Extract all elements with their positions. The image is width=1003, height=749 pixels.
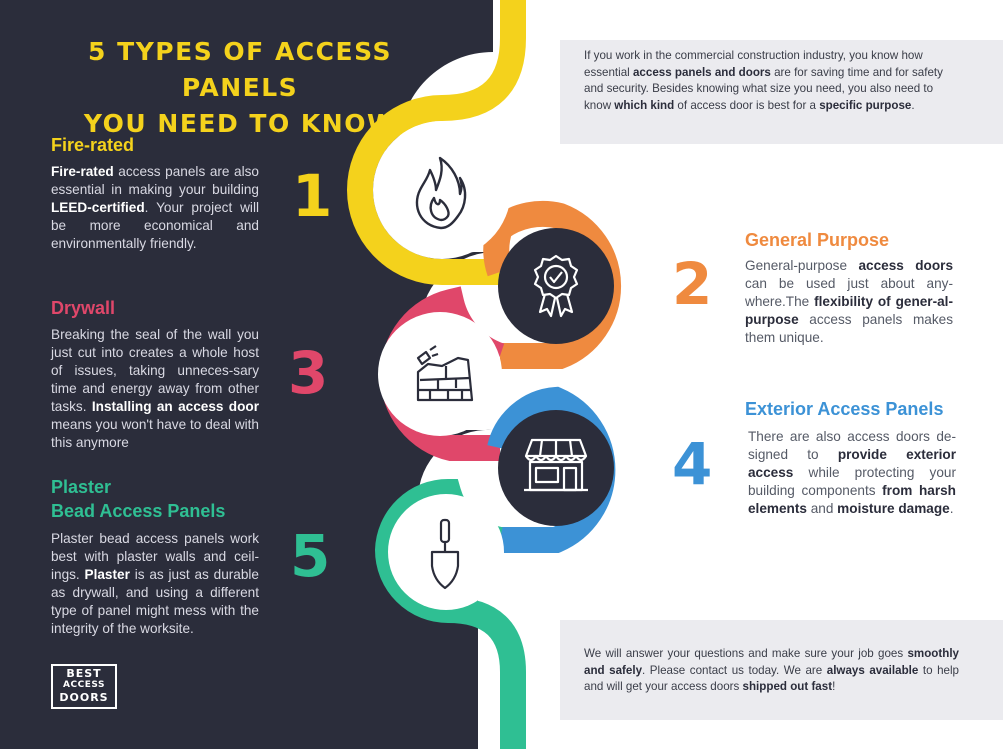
body-fire-rated	[51, 163, 259, 253]
drywall-bold-1: Installing an access door	[91, 399, 260, 414]
logo-line-1: BEST	[66, 667, 102, 680]
number-2: 2	[672, 250, 713, 318]
logo-line-3: DOORS	[59, 691, 109, 704]
general-purpose-text-2: can be used just about any-where.The	[745, 276, 953, 309]
general-purpose-text-1: General-purpose	[745, 258, 859, 273]
fire-rated-text-2: . Your project will be more economical and environmentally friendly.	[51, 200, 259, 251]
plaster-text-1: Plaster bead access panels work best with plaster walls and ceil-ings.	[51, 531, 259, 582]
intro-text	[584, 48, 954, 114]
plaster-text-2: is as just as durable as drywall, and using a different type of panel might mess with the integrity of the worksite.	[51, 567, 259, 636]
fire-rated-text-1: access panels are also essential in making your building	[51, 164, 259, 197]
page-title	[40, 34, 440, 142]
outro-text-4: !	[832, 680, 836, 693]
exterior-text-1: There are also access doors de-signed to	[748, 429, 956, 462]
heading-plaster-line-2: Bead Access Panels	[51, 501, 226, 521]
drywall-text-2: means you won't have to deal with this anymore	[51, 417, 259, 450]
outro-bold-3: shipped out fast	[742, 680, 833, 693]
heading-exterior-access-panels: Exterior Access Panels	[745, 399, 944, 419]
general-purpose-bold-1: access doors	[858, 258, 954, 273]
exterior-text-3: and	[806, 501, 838, 516]
number-4: 4	[672, 430, 713, 498]
title-line-1: 5 TYPES OF ACCESS PANELS	[88, 37, 392, 102]
exterior-bold-3: moisture damage	[837, 501, 950, 516]
title-line-2: YOU NEED TO KNOW	[83, 109, 397, 138]
exterior-bold-2: from harsh elements	[748, 483, 956, 516]
intro-text-1: If you work in the commercial construction industry, you know how essential	[584, 49, 923, 79]
body-plaster-bead	[51, 530, 259, 638]
drywall-text-1: Breaking the seal of the wall you just cut into creates a whole host of issues, taking unneces-sary time and energy away from other tasks.	[51, 327, 259, 414]
body-exterior-access-panels	[748, 428, 956, 518]
heading-drywall: Drywall	[51, 298, 116, 318]
number-3: 3	[288, 339, 329, 407]
heading-general-purpose: General Purpose	[745, 230, 890, 250]
fire-rated-bold-1: Fire-rated	[51, 164, 114, 179]
general-purpose-bold-2: flexibility of gener-al-purpose	[745, 294, 953, 327]
intro-text-2: are for saving time and for safety and security. Besides knowing what size you need, you also need to know	[584, 65, 943, 112]
outro-bold-2: always available	[826, 663, 919, 677]
intro-text-4: .	[911, 98, 915, 112]
intro-bold-1: access panels and doors	[632, 65, 771, 79]
exterior-text-2: while protecting your building components	[748, 465, 956, 498]
number-1: 1	[292, 162, 333, 230]
intro-text-3: of access door is best for a	[674, 98, 820, 112]
outro-text-3: to help and will get your access doors	[584, 663, 959, 693]
number-5: 5	[290, 522, 331, 590]
exterior-text-4: .	[949, 501, 954, 516]
heading-fire-rated: Fire-rated	[51, 135, 135, 155]
heading-plaster-bead	[51, 476, 225, 522]
outro-text-2: . Please contact us today. We are	[642, 663, 827, 677]
intro-bold-3: specific purpose	[819, 98, 912, 112]
plaster-bold-1: Plaster	[84, 567, 130, 582]
outro-text-1: We will answer your questions and make sure your job goes	[584, 647, 908, 660]
outro-text	[584, 646, 959, 696]
exterior-bold-1: provide exterior access	[748, 447, 957, 480]
logo-line-2: ACCESS	[63, 680, 105, 690]
body-general-purpose	[745, 257, 953, 347]
general-purpose-text-3: access panels makes them unique.	[745, 312, 953, 345]
outro-bold-1: smoothly and safely	[584, 647, 959, 677]
intro-bold-2: which kind	[614, 98, 675, 112]
heading-plaster-line-1: Plaster	[51, 477, 112, 497]
best-access-doors-logo	[51, 664, 117, 709]
body-drywall	[51, 326, 259, 452]
icon-circle-2	[498, 228, 614, 344]
icon-circle-3	[378, 312, 502, 436]
fire-rated-bold-2: LEED-certified	[51, 200, 145, 215]
